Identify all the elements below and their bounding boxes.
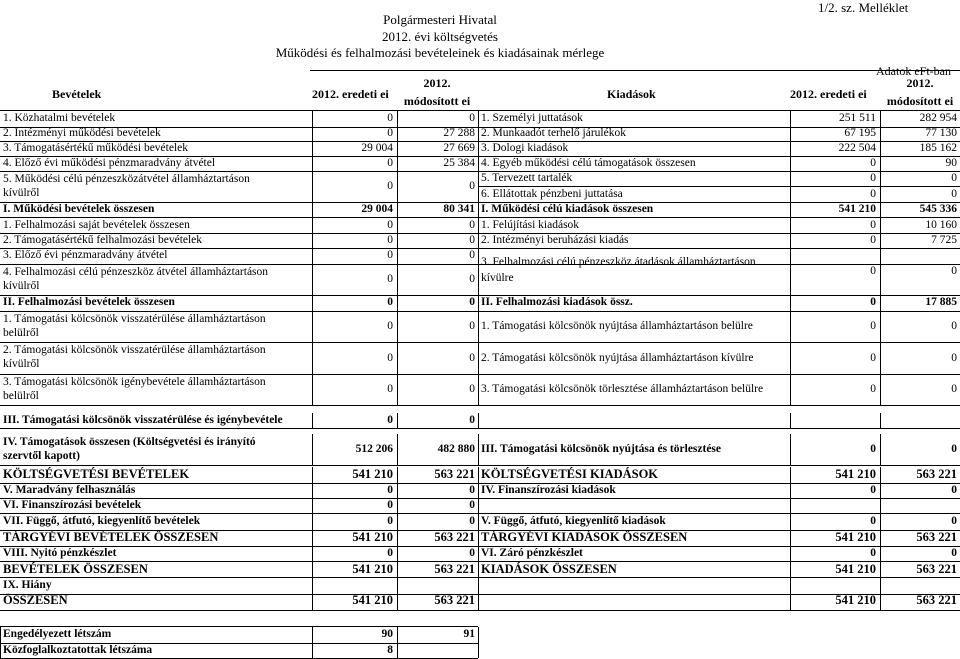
amount-cell: 90 bbox=[945, 157, 957, 169]
amount-cell: 545 336 bbox=[919, 203, 957, 215]
staff-label: Közfoglalkoztatottak létszáma bbox=[3, 644, 153, 656]
amount-cell: 0 bbox=[387, 249, 393, 261]
column-divider bbox=[478, 434, 479, 465]
revenue-label: IV. Támogatások összesen (Költségvetési és irányító bbox=[3, 436, 256, 448]
row-divider bbox=[310, 70, 960, 71]
amount-cell: 0 bbox=[870, 484, 876, 496]
expense-label: 1. Támogatási kölcsönök nyújtása államháztartáson belülre bbox=[481, 320, 753, 332]
column-divider bbox=[478, 233, 479, 248]
amount-cell: 0 bbox=[469, 249, 475, 261]
amount-cell: 0 bbox=[951, 484, 957, 496]
column-divider bbox=[478, 483, 479, 498]
amount-cell: 0 bbox=[469, 484, 475, 496]
amount-cell: 563 221 bbox=[916, 562, 957, 576]
row-divider bbox=[0, 374, 960, 375]
revenue-label: belülről bbox=[3, 390, 39, 402]
column-divider bbox=[790, 413, 791, 428]
revenue-label: TÁRGYÉVI BEVÉTELEK ÖSSZESEN bbox=[3, 530, 219, 544]
column-divider bbox=[478, 627, 479, 643]
amount-cell: 0 bbox=[951, 188, 957, 200]
column-divider bbox=[478, 311, 479, 342]
amount-cell: 0 bbox=[870, 547, 876, 559]
column-divider bbox=[478, 248, 479, 264]
staff-orig: 90 bbox=[381, 628, 393, 640]
amount-cell: 0 bbox=[387, 273, 393, 285]
revenue-label: VII. Függő, átfutó, kiegyenlítő bevételek bbox=[3, 515, 201, 527]
amount-cell: 0 bbox=[951, 265, 957, 277]
amount-cell: 0 bbox=[951, 320, 957, 332]
amount-cell: 0 bbox=[870, 296, 876, 308]
amount-cell: 10 160 bbox=[925, 219, 957, 231]
row-divider bbox=[0, 465, 960, 466]
amount-cell: 0 bbox=[951, 172, 957, 184]
amount-cell: 541 210 bbox=[838, 203, 876, 215]
amount-cell: 563 221 bbox=[916, 467, 957, 481]
expense-label: III. Támogatási kölcsönök nyújtása és törlesztése bbox=[481, 443, 722, 455]
col-mod-bottom: módosított ei bbox=[403, 94, 471, 108]
amount-cell: 0 bbox=[387, 484, 393, 496]
expense-label: 1. Felújítási kiadások bbox=[481, 219, 580, 231]
amount-cell: 563 221 bbox=[434, 530, 475, 544]
amount-cell: 0 bbox=[951, 351, 957, 364]
amount-cell: 0 bbox=[870, 188, 876, 200]
amount-cell: 0 bbox=[870, 172, 876, 184]
amount-cell: 80 341 bbox=[443, 203, 475, 215]
amount-cell: 563 221 bbox=[434, 593, 475, 607]
amount-cell: 0 bbox=[469, 351, 475, 364]
column-divider bbox=[478, 562, 479, 577]
col-mod2-top: 2012. bbox=[906, 76, 934, 90]
amount-cell: 0 bbox=[469, 383, 475, 395]
column-divider bbox=[790, 264, 791, 295]
amount-cell: 25 384 bbox=[443, 157, 475, 169]
row-divider bbox=[0, 342, 960, 343]
col-orig: 2012. eredeti ei bbox=[312, 87, 389, 101]
amount-cell: 0 bbox=[951, 443, 957, 455]
amount-cell: 0 bbox=[387, 499, 393, 511]
column-divider bbox=[478, 578, 479, 594]
amount-cell: 7 725 bbox=[931, 234, 957, 246]
amount-cell: 0 bbox=[469, 219, 475, 231]
revenue-label: belülről bbox=[3, 327, 39, 339]
amount-cell: 541 210 bbox=[352, 530, 393, 544]
revenue-label: VI. Finanszírozási bevételek bbox=[3, 499, 142, 511]
col-expenses: Kiadások bbox=[607, 87, 656, 101]
column-divider bbox=[790, 578, 791, 594]
revenue-label: 2. Támogatásértékű felhalmozási bevételek bbox=[3, 234, 203, 246]
expense-label: I. Működési célú kiadások összesen bbox=[481, 203, 654, 215]
amount-cell: 0 bbox=[469, 547, 475, 559]
column-divider bbox=[312, 578, 313, 594]
amount-cell: 0 bbox=[387, 351, 393, 364]
amount-cell: 0 bbox=[387, 127, 393, 139]
column-divider bbox=[478, 111, 479, 127]
column-divider bbox=[478, 593, 479, 610]
amount-cell: 251 511 bbox=[839, 112, 876, 124]
col-revenues: Bevételek bbox=[52, 87, 102, 101]
amount-cell: 27 288 bbox=[443, 127, 475, 139]
revenue-label: 3. Támogatásértékű működési bevételek bbox=[3, 142, 189, 154]
amount-cell: 0 bbox=[951, 547, 957, 559]
revenue-label: 3. Támogatási kölcsönök igénybevétele államháztartáson bbox=[3, 376, 266, 388]
column-divider bbox=[478, 295, 479, 311]
expense-label: 6. Ellátottak pénzbeni juttatása bbox=[481, 188, 623, 200]
revenue-label: szervtől kapott) bbox=[3, 450, 80, 462]
column-divider bbox=[478, 413, 479, 428]
revenue-label: kívülről bbox=[3, 187, 40, 199]
amount-cell: 0 bbox=[387, 547, 393, 559]
column-divider bbox=[0, 643, 1, 658]
amount-cell: 0 bbox=[870, 515, 876, 527]
revenue-label: KÖLTSÉGVETÉSI BEVÉTELEK bbox=[3, 467, 190, 481]
amount-cell: 0 bbox=[387, 112, 393, 124]
amount-cell: 563 221 bbox=[916, 530, 957, 544]
row-divider bbox=[0, 577, 960, 578]
amount-cell: 0 bbox=[870, 351, 876, 364]
column-divider bbox=[478, 218, 479, 233]
amount-cell: 0 bbox=[469, 273, 475, 285]
report-year: 2012. évi költségvetés bbox=[382, 29, 498, 44]
amount-cell: 0 bbox=[387, 180, 393, 192]
amount-cell: 0 bbox=[870, 157, 876, 169]
expense-label: 2. Intézményi beruházási kiadás bbox=[481, 234, 629, 246]
row-divider bbox=[0, 513, 960, 514]
row-divider bbox=[0, 405, 960, 406]
column-divider bbox=[0, 627, 1, 643]
row-divider bbox=[0, 311, 960, 312]
amount-cell: 27 669 bbox=[443, 142, 475, 154]
amount-cell: 0 bbox=[469, 296, 475, 308]
amount-cell: 67 195 bbox=[844, 127, 876, 139]
col-mod-top: 2012. bbox=[423, 76, 451, 90]
amount-cell: 0 bbox=[469, 234, 475, 246]
amount-cell: 541 210 bbox=[835, 593, 876, 607]
amount-cell: 541 210 bbox=[835, 467, 876, 481]
amount-cell: 563 221 bbox=[434, 467, 475, 481]
expense-label: 2. Támogatási kölcsönök nyújtása államháztartáson kívülre bbox=[481, 351, 754, 364]
expense-label: 4. Egyéb működési célú támogatások összesen bbox=[481, 157, 696, 169]
expense-label: 5. Tervezett tartalék bbox=[481, 172, 573, 184]
row-divider bbox=[0, 217, 960, 218]
revenue-label: 4. Felhalmozási célú pénzeszköz átvétel államháztartáson bbox=[3, 266, 269, 278]
row-divider bbox=[0, 498, 960, 499]
amount-cell: 282 954 bbox=[919, 112, 957, 124]
amount-cell: 0 bbox=[469, 180, 475, 192]
amount-cell: 0 bbox=[387, 234, 393, 246]
expense-label: VI. Záró pénzkészlet bbox=[481, 547, 583, 559]
revenue-label: ÖSSZESEN bbox=[3, 593, 68, 607]
staff-orig: 8 bbox=[387, 644, 393, 656]
revenue-label: 1. Közhatalmi bevételek bbox=[3, 112, 116, 124]
column-divider bbox=[478, 498, 479, 513]
col-orig2: 2012. eredeti ei bbox=[790, 87, 867, 101]
expense-label: kívülre bbox=[481, 272, 514, 284]
column-divider bbox=[880, 413, 881, 428]
column-divider bbox=[397, 643, 398, 658]
column-divider bbox=[790, 248, 791, 264]
revenue-label: 2. Támogatási kölcsönök visszatérülése államháztartáson bbox=[3, 344, 266, 356]
column-divider bbox=[478, 264, 479, 295]
revenue-label: VIII. Nyitó pénzkészlet bbox=[3, 547, 117, 559]
amount-cell: 0 bbox=[387, 515, 393, 527]
expense-label: IV. Finanszírozási kiadások bbox=[481, 484, 616, 496]
appendix-label: 1/2. sz. Melléklet bbox=[818, 0, 909, 15]
amount-cell: 0 bbox=[387, 320, 393, 332]
amount-cell: 0 bbox=[387, 414, 393, 426]
amount-cell: 0 bbox=[870, 219, 876, 231]
revenue-label: kívülről bbox=[3, 280, 40, 292]
amount-cell: 29 004 bbox=[361, 203, 393, 215]
amount-cell: 0 bbox=[469, 515, 475, 527]
column-divider bbox=[478, 514, 479, 530]
expense-label: II. Felhalmozási kiadások össz. bbox=[481, 296, 633, 308]
column-divider bbox=[478, 342, 479, 374]
report-office: Polgármesteri Hivatal bbox=[383, 12, 497, 27]
amount-cell: 0 bbox=[870, 234, 876, 246]
amount-cell: 541 210 bbox=[835, 562, 876, 576]
amount-cell: 0 bbox=[870, 320, 876, 332]
amount-cell: 0 bbox=[387, 296, 393, 308]
staff-mod: 91 bbox=[463, 628, 475, 640]
expense-label: 3. Dologi kiadások bbox=[481, 142, 569, 154]
column-divider bbox=[880, 264, 881, 295]
row-divider bbox=[0, 610, 960, 611]
column-divider bbox=[478, 202, 479, 217]
expense-label: KÖLTSÉGVETÉSI KIADÁSOK bbox=[481, 467, 659, 481]
amount-cell: 512 206 bbox=[355, 443, 393, 455]
column-divider bbox=[880, 578, 881, 594]
expense-label: KIADÁSOK ÖSSZESEN bbox=[481, 562, 617, 576]
amount-cell: 563 221 bbox=[916, 593, 957, 607]
column-divider bbox=[478, 546, 479, 561]
amount-cell: 0 bbox=[951, 383, 957, 395]
amount-cell: 0 bbox=[469, 112, 475, 124]
amount-cell: 0 bbox=[387, 219, 393, 231]
column-divider bbox=[880, 498, 881, 513]
revenue-label: V. Maradvány felhasználás bbox=[3, 484, 136, 496]
column-divider bbox=[478, 530, 479, 546]
revenue-label: I. Működési bevételek összesen bbox=[3, 203, 155, 215]
revenue-label: 1. Felhalmozási saját bevételek összesen bbox=[3, 219, 190, 231]
revenue-label: II. Felhalmozási bevételek összesen bbox=[3, 296, 175, 308]
column-divider bbox=[478, 156, 479, 171]
revenue-label: kívülről bbox=[3, 358, 40, 370]
revenue-label: III. Támogatási kölcsönök visszatérülése és igénybevétele bbox=[3, 414, 283, 426]
amount-cell: 0 bbox=[469, 414, 475, 426]
staff-label: Engedélyezett létszám bbox=[3, 628, 112, 640]
expense-label: 3. Támogatási kölcsönök törlesztése államháztartáson belülre bbox=[481, 383, 764, 395]
amount-cell: 0 bbox=[870, 265, 876, 277]
revenue-label: IX. Hiány bbox=[3, 579, 52, 591]
amount-cell: 77 130 bbox=[925, 127, 957, 139]
row-divider bbox=[478, 186, 960, 187]
amount-cell: 541 210 bbox=[352, 467, 393, 481]
column-divider bbox=[478, 643, 479, 658]
revenue-label: 2. Intézményi működési bevételek bbox=[3, 127, 161, 139]
revenue-label: 1. Támogatási kölcsönök visszatérülése államháztartáson bbox=[3, 313, 266, 325]
amount-cell: 17 885 bbox=[925, 296, 957, 308]
amount-cell: 541 210 bbox=[352, 593, 393, 607]
amount-cell: 222 504 bbox=[838, 142, 876, 154]
amount-cell: 541 210 bbox=[835, 530, 876, 544]
amount-cell: 29 004 bbox=[361, 142, 393, 154]
expense-label: TÁRGYÉVI KIADÁSOK ÖSSZESEN bbox=[481, 530, 688, 544]
expense-label: 2. Munkaadót terhelő járulékok bbox=[481, 127, 626, 139]
amount-cell: 0 bbox=[469, 499, 475, 511]
column-divider bbox=[478, 126, 479, 141]
amount-cell: 0 bbox=[387, 157, 393, 169]
column-divider bbox=[880, 248, 881, 264]
amount-cell: 0 bbox=[870, 383, 876, 395]
column-divider bbox=[478, 467, 479, 483]
expense-label: V. Függő, átfutó, kiegyenlítő kiadások bbox=[481, 515, 666, 527]
amount-cell: 0 bbox=[870, 443, 876, 455]
unit-label: Adatok eFt-ban bbox=[876, 64, 951, 78]
revenue-label: 4. Előző évi működési pénzmaradvány átvétel bbox=[3, 157, 216, 169]
amount-cell: 0 bbox=[951, 515, 957, 527]
amount-cell: 563 221 bbox=[434, 562, 475, 576]
row-divider bbox=[0, 626, 478, 627]
column-divider bbox=[478, 141, 479, 156]
amount-cell: 0 bbox=[469, 320, 475, 332]
amount-cell: 185 162 bbox=[919, 142, 957, 154]
revenue-label: 5. Működési célú pénzeszközátvétel államháztartáson bbox=[3, 173, 250, 185]
col-mod2-bottom: módosított ei bbox=[886, 94, 954, 108]
row-divider bbox=[0, 428, 960, 429]
column-divider bbox=[397, 578, 398, 594]
expense-label: 1. Személyi juttatások bbox=[481, 112, 583, 124]
column-divider bbox=[478, 374, 479, 405]
amount-cell: 541 210 bbox=[352, 562, 393, 576]
revenue-label: 3. Előző évi pénzmaradvány átvétel bbox=[3, 249, 168, 261]
report-title: Működési és felhalmozási bevételeinek és kiadásainak mérlege bbox=[275, 45, 605, 60]
column-divider bbox=[790, 498, 791, 513]
amount-cell: 0 bbox=[387, 383, 393, 395]
revenue-label: BEVÉTELEK ÖSSZESEN bbox=[3, 562, 148, 576]
expense-label: 3. Felhalmozási célú pénzeszköz átadások államháztartáson bbox=[481, 256, 756, 268]
amount-cell: 482 880 bbox=[437, 443, 475, 455]
row-divider bbox=[0, 110, 960, 111]
